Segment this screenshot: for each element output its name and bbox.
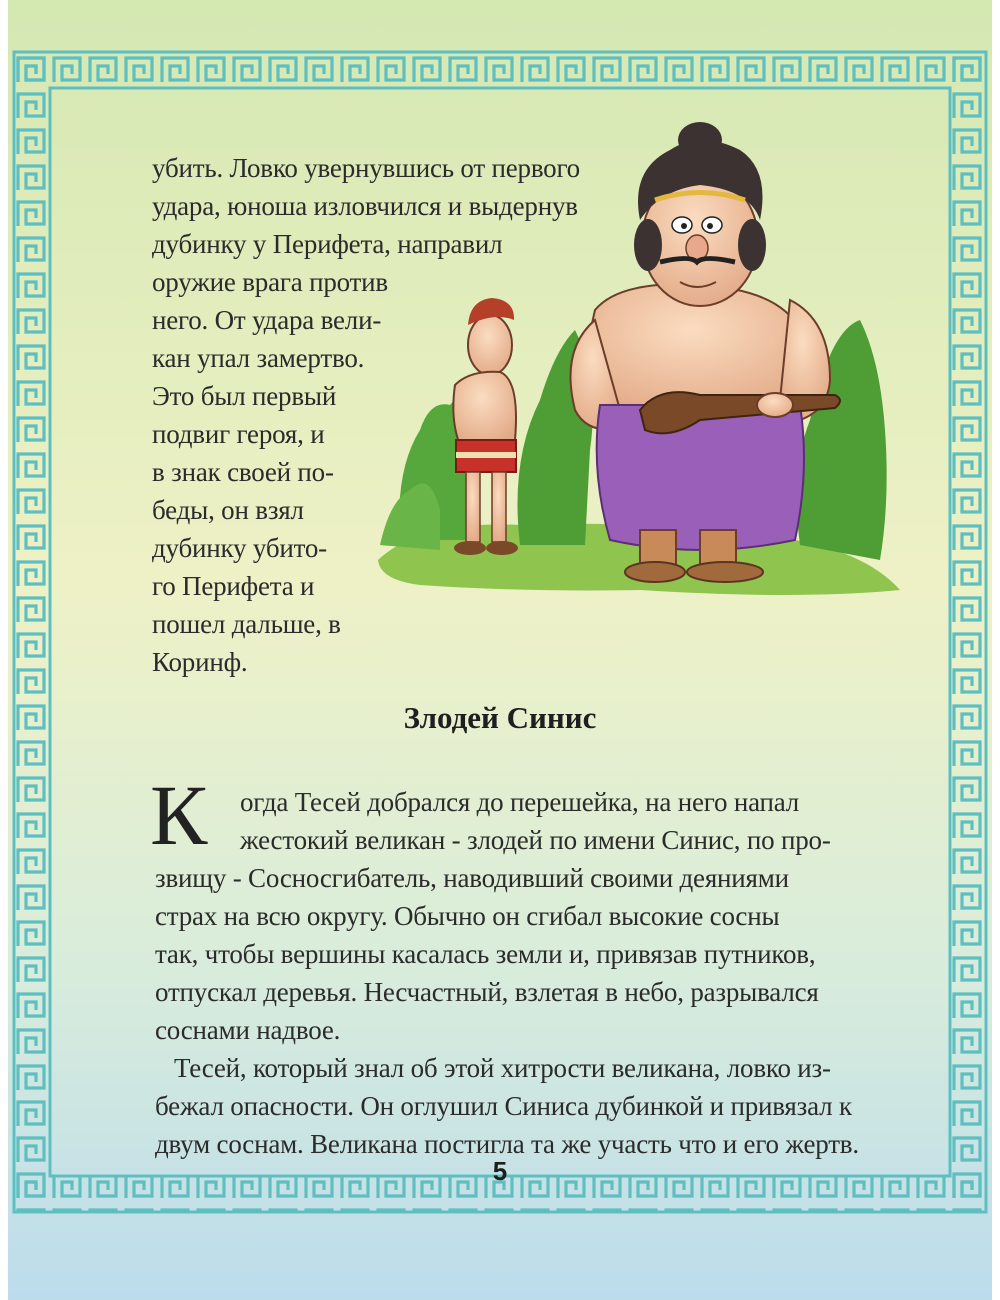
text-line: страх на всю округу. Обычно он сгибал высокие сосны: [155, 901, 780, 931]
text-line: соснами надвое.: [155, 1015, 341, 1045]
text-line: него. От удара вели-: [152, 305, 382, 335]
text-line: в знак своей по-: [152, 457, 334, 487]
section-heading: Злодей Синис: [403, 700, 597, 735]
text-line: Это был первый: [152, 381, 337, 411]
text-line: го Перифета и: [152, 571, 315, 601]
text-line: бежал опасности. Он оглушил Синиса дубинкой и привязал к: [155, 1091, 852, 1121]
text-line: звищу - Сосносгибатель, наводивший своими деяниями: [155, 863, 789, 893]
drop-cap: К: [150, 767, 208, 863]
text-line: дубинку убито-: [152, 533, 327, 563]
text-line: пошел дальше, в: [152, 609, 341, 639]
text-line: беды, он взял: [152, 495, 304, 525]
text-line: отпускал деревья. Несчастный, взлетая в небо, разрывался: [155, 977, 819, 1007]
page-number: 5: [492, 1156, 508, 1186]
text-line: жестокий великан - злодей по имени Синис, по про-: [240, 825, 831, 855]
text-line: двум соснам. Великана постигла та же участь что и его жертв.: [155, 1129, 859, 1159]
text-line: огда Тесей добрался до перешейка, на него напал: [240, 787, 800, 817]
text-line: дубинку у Перифета, направил: [152, 229, 503, 259]
text-line: так, чтобы вершины касалась земли и, привязав путников,: [155, 939, 816, 969]
text-line: оружие врага против: [152, 267, 388, 297]
text-line: убить. Ловко увернувшись от первого: [152, 153, 580, 183]
text-line: кан упал замертво.: [152, 343, 365, 373]
text-line: Тесей, который знал об этой хитрости великана, ловко из-: [174, 1053, 831, 1083]
text-line: подвиг героя, и: [152, 419, 325, 449]
text-line: Коринф.: [152, 647, 248, 677]
text-line: удара, юноша изловчился и выдернув: [152, 191, 578, 221]
